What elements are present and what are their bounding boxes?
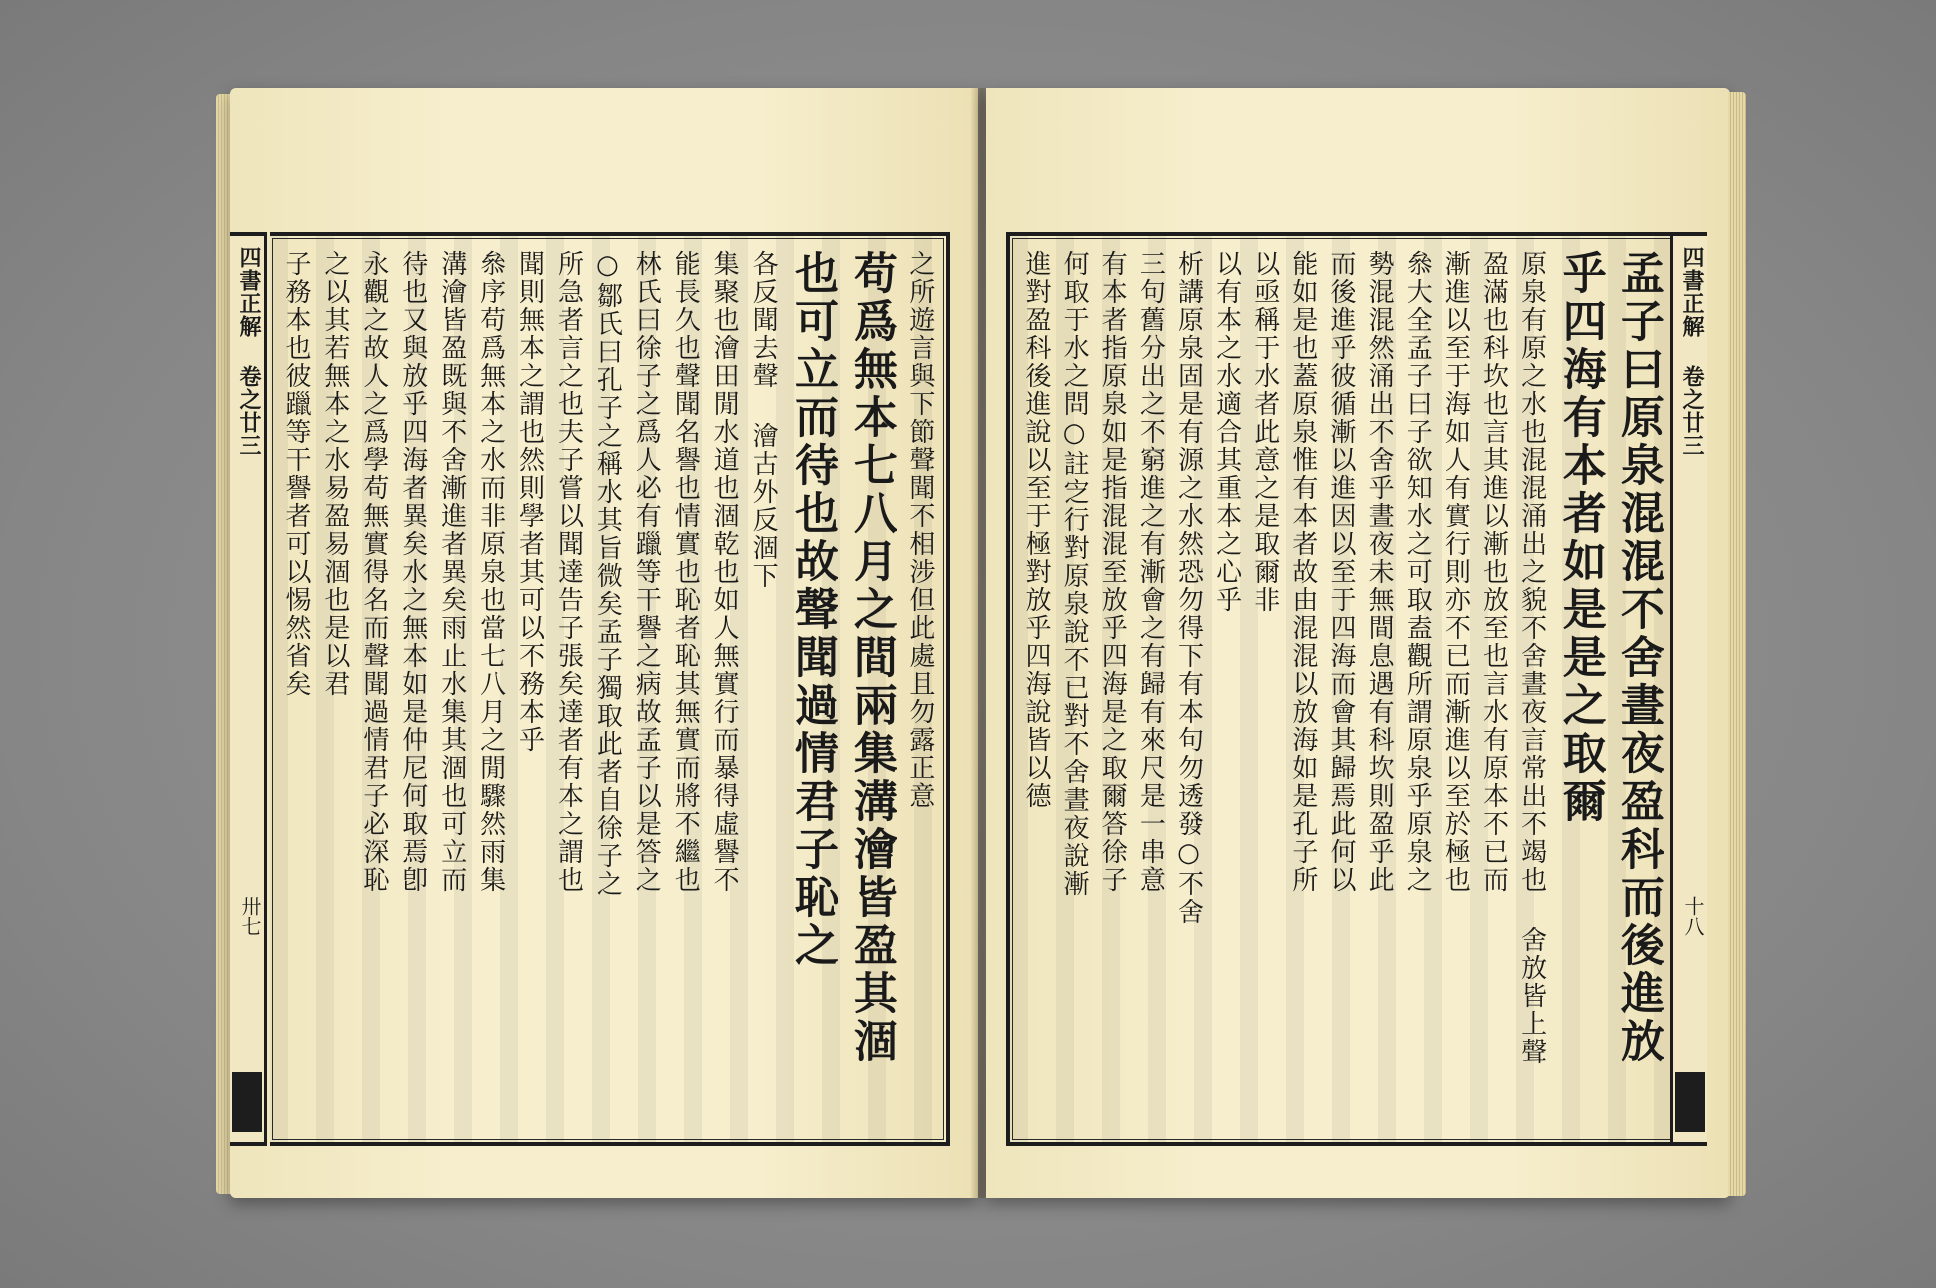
- right-col-14: 有本者指原泉如是指混混至放乎四海是之取爾答徐子: [1097, 250, 1128, 894]
- right-fish-tail-mark: [1675, 1072, 1705, 1132]
- right-spine-page: 十八: [1681, 896, 1705, 936]
- right-col-5: 漸進以至于海如人有實行則亦不已而漸進以至於極也: [1440, 250, 1471, 894]
- left-spine-page: 卅七: [238, 896, 262, 936]
- left-columns: [280, 250, 936, 1130]
- left-col-8: ○鄒氏曰孔子之稱水其旨微矣孟子獨取此者自徐子之: [592, 250, 623, 898]
- left-col-7: 林氏曰徐子之爲人必有躐等干譽之病故孟子以是答之: [631, 250, 662, 894]
- right-col-1: 孟子曰原泉混混不舍晝夜盈科而後進放: [1612, 250, 1664, 1066]
- left-col-4: 各反聞去聲 澮古外反涸下: [748, 250, 779, 590]
- right-col-2: 乎四海有本者如是是之取爾: [1554, 250, 1606, 826]
- left-fish-tail-mark: [232, 1072, 262, 1132]
- right-col-11: 以有本之水適合其重本之心乎: [1211, 250, 1242, 614]
- right-col-16: 進對盈科後進說以至于極對放乎四海說皆以德: [1021, 250, 1051, 810]
- right-col-13: 三句舊分出之不窮進之有漸會之有歸有來尺是一串意: [1135, 250, 1166, 894]
- left-col-14: 永觀之故人之爲學苟無實得名而聲聞過情君子必深恥: [358, 250, 389, 894]
- right-col-15: 何取于水之問○註㝎行對原泉說不已對不舍晝夜說漸: [1059, 250, 1090, 898]
- right-col-6: 叅大全孟子曰子欲知水之可取盍觀所謂原泉乎原泉之: [1402, 250, 1433, 894]
- right-col-8: 而後進乎彼循漸以進因以至于四海而會其歸焉此何以: [1326, 250, 1356, 894]
- right-col-7: 勢混混然涌出不舍乎晝夜未無間息遇有科坎則盈乎此: [1364, 250, 1395, 894]
- left-col-10: 聞則無本之謂也然則學者其可以不務本乎: [514, 250, 545, 754]
- right-spine-title: 四書正解 卷之廿三: [1679, 246, 1705, 457]
- right-spine-label: [1670, 232, 1707, 1146]
- left-text-frame: [270, 232, 950, 1146]
- left-col-13: 待也又與放乎四海者異矣水之無本如是仲尼何取焉卽: [397, 250, 428, 894]
- right-col-4: 盈滿也科坎也言其進以漸也放至也言水有原本不已而: [1478, 250, 1509, 894]
- left-spine-title: 四書正解 卷之廿三: [236, 246, 262, 457]
- left-col-9: 所急者言之也夫子嘗以聞達告子張矣達者有本之謂也: [553, 250, 584, 894]
- left-spine-label: [230, 232, 267, 1146]
- left-col-16: 子務本也彼躐等干譽者可以惕然省矣: [281, 250, 311, 698]
- left-col-2: 苟爲無本七八月之間兩集溝澮皆盈其涸: [845, 250, 897, 1066]
- left-col-3: 也可立而待也故聲聞過情君子恥之: [786, 250, 838, 970]
- right-columns: [1020, 250, 1664, 1130]
- right-col-12: 析講原泉固是有源之水然恐勿得下有本句勿透發○不舍: [1173, 250, 1204, 926]
- right-text-frame: [1006, 232, 1674, 1146]
- right-col-9: 能如是也蓋原泉惟有本者故由混混以放海如是孔子所: [1287, 250, 1318, 894]
- right-col-10: 以亟稱于水者此意之是取爾非: [1249, 250, 1280, 614]
- left-col-1: 之所遊言與下節聲聞不相涉但此處且勿露正意: [904, 250, 935, 810]
- left-page: [230, 88, 978, 1198]
- left-col-11: 叅序苟爲無本之水而非原泉也當七八月之閒驟然雨集: [475, 250, 506, 894]
- page-edges-right: [1728, 92, 1746, 1196]
- open-book: [230, 88, 1730, 1218]
- left-col-6: 能長久也聲聞名譽也情實也恥者恥其無實而將不繼也: [670, 250, 701, 894]
- right-col-3: 原泉有原之水也混混涌出之貌不舍晝夜言常出不竭也 舍放皆上聲: [1516, 250, 1547, 1066]
- left-col-5: 集聚也澮田閒水道也涸乾也如人無實行而暴得虛譽不: [709, 250, 740, 894]
- left-col-15: 之以其若無本之水易盈易涸也是以君: [319, 250, 350, 698]
- left-col-12: 溝澮皆盈既與不舍漸進者異矣雨止水集其涸也可立而: [436, 250, 467, 894]
- right-page: [986, 88, 1730, 1198]
